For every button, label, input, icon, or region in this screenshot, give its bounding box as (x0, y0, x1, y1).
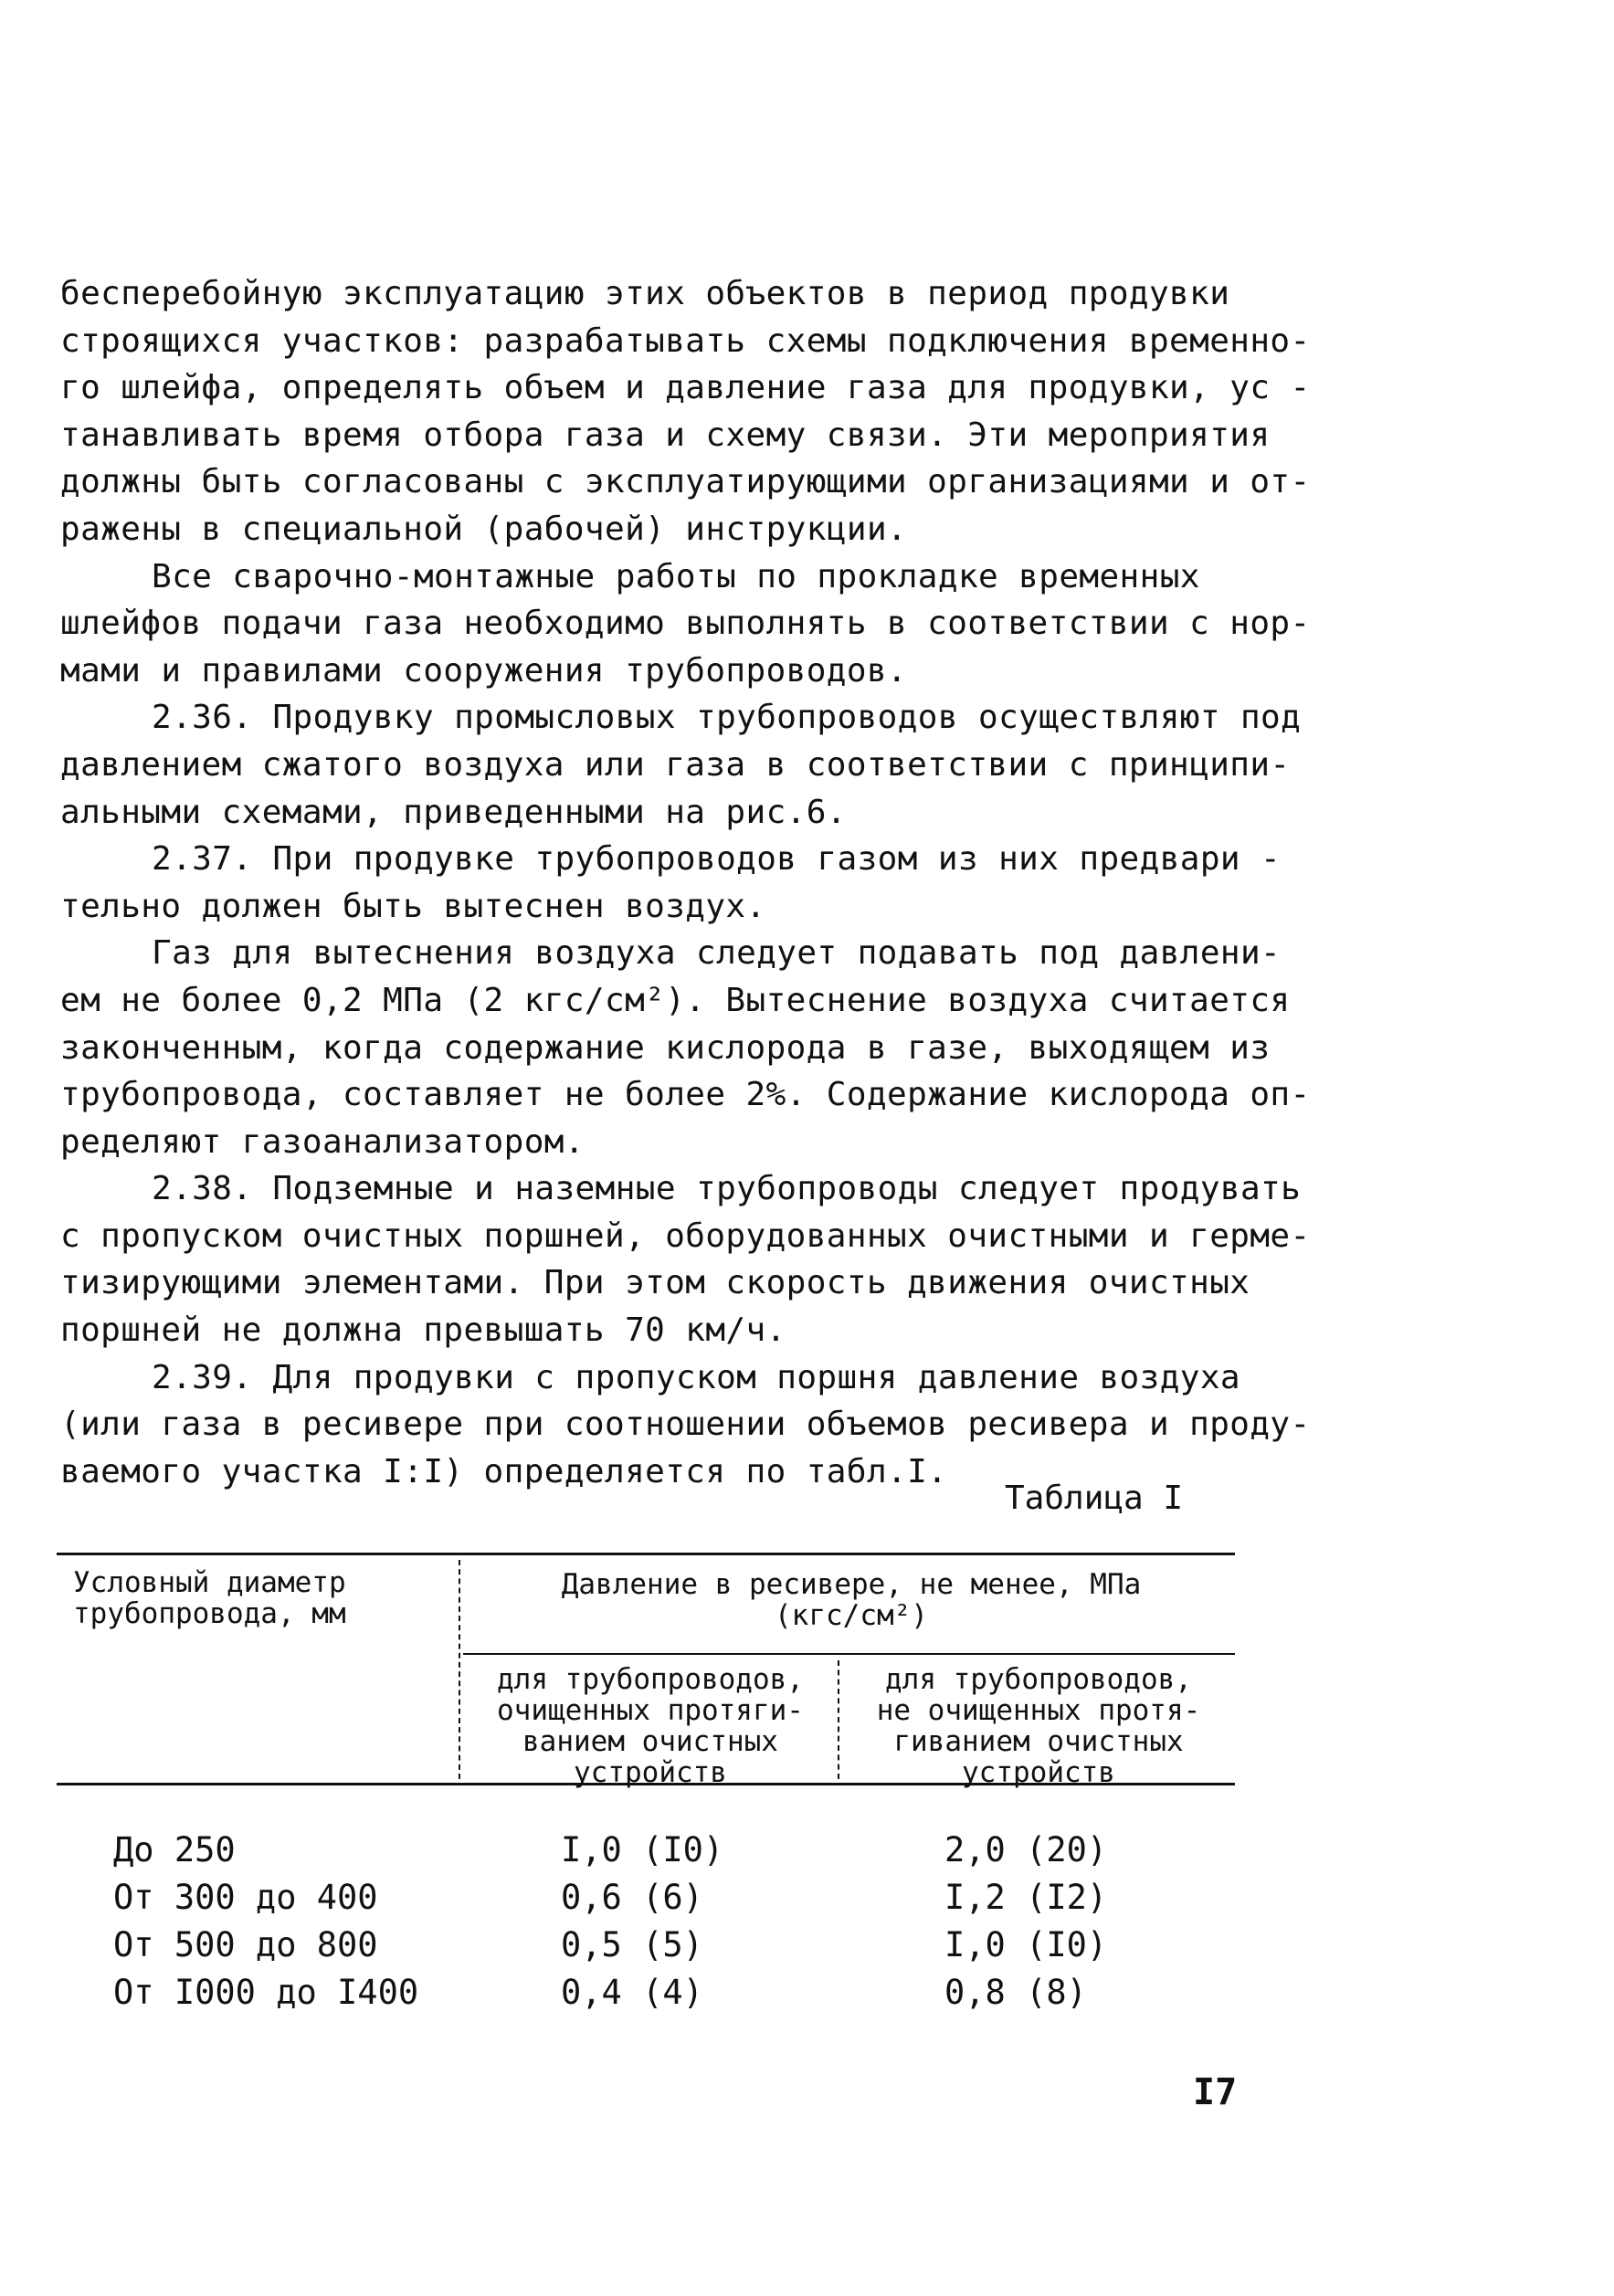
text-line: танавливать время отбора газа и схему связи. Эти мероприятия (60, 416, 1271, 454)
header-not-cleaned: для трубопроводов, не очищенных протя- гиванием очистных устройств (876, 1663, 1201, 1789)
column-divider (838, 1660, 839, 1779)
column-divider (459, 1560, 460, 1779)
header-diameter: Условный диаметр трубопровода, мм (73, 1566, 346, 1630)
cell-not-cleaned: I,2 (I2) (944, 1878, 1108, 1917)
text-line: го шлейфа, определять объем и давление газа для продувки, ус - (60, 369, 1311, 407)
text-line: строящихся участков: разрабатывать схемы подключения временно- (60, 321, 1311, 360)
paragraph (60, 270, 1311, 553)
text-line: шлейфов подачи газа необходимо выполнять в соответствии с нор- (60, 605, 1311, 643)
text-line: Газ для вытеснения воздуха следует подавать под давлени- (152, 934, 1282, 973)
text-line: 2.36. Продувку промысловых трубопроводов осуществляют под (152, 699, 1302, 737)
table-caption: Таблица I (1005, 1480, 1184, 1517)
text-line: тизирующими элементами. При этом скорость движения очистных (60, 1264, 1250, 1302)
paragraph (60, 553, 1311, 695)
text-line: ем не более 0,2 МПа (2 кгс/см²). Вытеснение воздуха считается (60, 981, 1291, 1019)
text-line: 2.39. Для продувки с пропуском поршня давление воздуха (152, 1358, 1240, 1396)
cell-diameter: До 250 (113, 1830, 236, 1869)
table-top-rule (57, 1553, 1235, 1555)
paragraph (60, 694, 1302, 836)
paragraph (60, 1354, 1311, 1496)
text-line: 2.38. Подземные и наземные трубопроводы следует продувать (152, 1170, 1302, 1208)
cell-cleaned: 0,5 (5) (561, 1925, 703, 1964)
header-pressure-group: Давление в ресивере, не менее, МПа (кгс/см²) (561, 1568, 1142, 1632)
cell-cleaned: I,0 (I0) (561, 1830, 724, 1869)
body-text (60, 270, 1311, 1495)
table-row (57, 1925, 1235, 1973)
page-number: I7 (1193, 2071, 1238, 2113)
text-line: альными схемами, приведенными на рис.6. (60, 793, 847, 831)
cell-not-cleaned: I,0 (I0) (944, 1925, 1108, 1964)
text-line: 2.37. При продувке трубопроводов газом из них предвари - (152, 840, 1282, 879)
table-row (57, 1973, 1235, 2020)
table-row (57, 1878, 1235, 1925)
text-line: давлением сжатого воздуха или газа в соответствии с принципи- (60, 745, 1291, 784)
paragraph (60, 836, 1282, 930)
text-line: мами и правилами сооружения трубопроводов. (60, 651, 908, 690)
cell-diameter: От 500 до 800 (113, 1925, 378, 1964)
text-line: ражены в специальной (рабочей) инструкции. (60, 510, 908, 548)
table-group-rule (463, 1653, 1235, 1655)
cell-not-cleaned: 0,8 (8) (944, 1973, 1087, 2012)
text-line: ределяют газоанализатором. (60, 1122, 585, 1161)
text-line: ваемого участка I:I) определяется по табл.I. (60, 1452, 948, 1490)
text-line: с пропуском очистных поршней, оборудованных очистными и герме- (60, 1216, 1311, 1255)
text-line: (или газа в ресивере при соотношении объемов ресивера и проду- (60, 1406, 1311, 1444)
paragraph (60, 930, 1311, 1165)
cell-cleaned: 0,6 (6) (561, 1878, 703, 1917)
text-line: должны быть согласованы с эксплуатирующими организациями и от- (60, 463, 1311, 501)
paragraph (60, 1165, 1311, 1353)
table-row (57, 1830, 1235, 1878)
cell-cleaned: 0,4 (4) (561, 1973, 703, 2012)
header-cleaned: для трубопроводов, очищенных протяги- ванием очистных устройств (497, 1663, 804, 1789)
text-line: законченным, когда содержание кислорода в газе, выходящем из (60, 1028, 1271, 1067)
text-line: бесперебойную эксплуатацию этих объектов в период продувки (60, 275, 1230, 312)
text-line: тельно должен быть вытеснен воздух. (60, 887, 766, 925)
text-line: поршней не должна превышать 70 км/ч. (60, 1311, 786, 1350)
text-line: трубопровода, составляет не более 2%. Содержание кислорода оп- (60, 1076, 1311, 1114)
cell-diameter: От I000 до I400 (113, 1973, 419, 2012)
text-line: Все сварочно-монтажные работы по прокладке временных (152, 557, 1200, 595)
cell-not-cleaned: 2,0 (20) (944, 1830, 1108, 1869)
cell-diameter: От 300 до 400 (113, 1878, 378, 1917)
